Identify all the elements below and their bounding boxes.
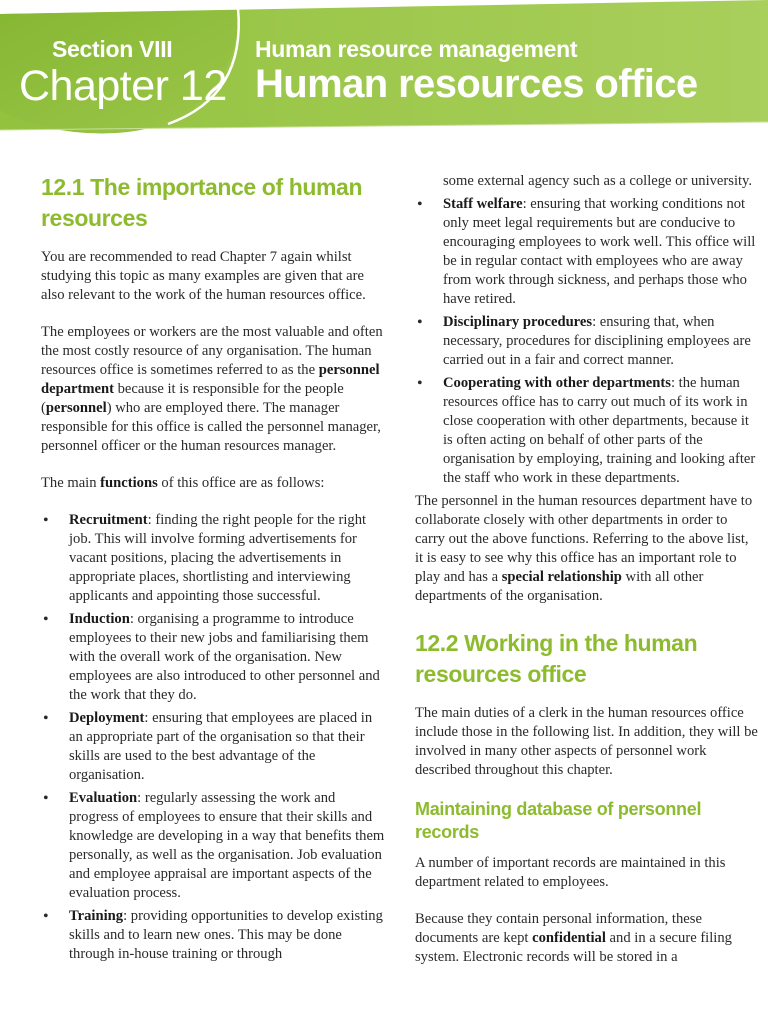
list-item-term: Deployment	[69, 710, 145, 726]
list-item-text: : finding the right people for the right job. This will involve forming advertisements for vacant positions, placing the advertisements in appropriate places, shortlisting and interviewing applicants and appointing those successful.	[69, 512, 367, 604]
list-item-text: : organising a programme to introduce employees to their new jobs and familiarising them with the overall work of the organisation. New employees are also introduced to other personnel and the work that they do.	[69, 611, 380, 703]
text-run: ) who are employed there. The manager responsible for this office is called the personnel manager, personnel officer or the human resources manager.	[41, 400, 381, 454]
list-item-term: Disciplinary procedures	[443, 314, 593, 330]
personnel-paragraph	[41, 323, 386, 456]
text-run: The personnel in the human resources department have to collaborate closely with other departments in order to carry out the above functions. Referring to the above list, it is easy to see why this office has an important role to play and has a	[415, 493, 753, 585]
list-item	[415, 313, 760, 370]
confidential-paragraph	[415, 910, 760, 967]
text-run: Because they contain personal information, these documents are kept	[415, 911, 702, 946]
text-run: because it is responsible for the people (	[41, 381, 344, 416]
term-personnel: personnel	[45, 400, 107, 416]
section-label: Section VIII	[52, 36, 173, 62]
term-functions: functions	[100, 475, 158, 491]
section-12-2-heading: 12.2 Working in the human resources office	[415, 630, 698, 687]
list-item-term: Recruitment	[69, 512, 148, 528]
term-special-relationship: special relationship	[501, 569, 622, 585]
list-item-term: Cooperating with other departments	[443, 375, 671, 391]
term-personnel-department: personnel department	[41, 362, 380, 397]
list-item-term: Induction	[69, 611, 130, 627]
list-item-text: providing opportunities to develop existing skills and to learn new ones. This may be done through in-house training or through	[69, 908, 383, 962]
functions-list-left	[41, 511, 386, 964]
list-item	[41, 789, 386, 903]
collaboration-paragraph	[415, 492, 760, 606]
intro-paragraph: You are recommended to read Chapter 7 again whilst studying this topic as many examples are given that are also relevant to the work of the human resources office.	[41, 249, 366, 303]
text-run: The main	[41, 475, 101, 491]
list-item-continued	[415, 172, 760, 191]
chapter-title: Human resources office	[255, 62, 698, 106]
list-item	[415, 195, 760, 309]
list-item-term: Staff welfare	[443, 196, 523, 212]
left-column	[41, 172, 386, 968]
part-title: Human resource management	[255, 36, 578, 62]
list-item-term: Training	[69, 908, 124, 924]
records-paragraph: A number of important records are maintained in this department related to employees.	[415, 855, 726, 890]
list-item	[41, 610, 386, 705]
list-item-text: some external agency such as a college or university.	[443, 173, 753, 189]
text-run: and in a secure filing system. Electronic records will be stored in a	[415, 930, 732, 965]
database-subheading: Maintaining database of personnel records	[415, 799, 702, 842]
list-item: • Training: providing opportunities to develop existing skills and to learn new ones. This may be done through in-house training or through	[41, 907, 386, 964]
text-run: of this office are as follows:	[157, 475, 325, 491]
functions-intro	[41, 474, 386, 493]
functions-list-right	[415, 172, 760, 488]
list-item	[415, 374, 760, 488]
list-item	[41, 511, 386, 606]
term-confidential: confidential	[532, 930, 606, 946]
chapter-banner	[0, 0, 768, 150]
section-12-1-heading: 12.1 The importance of human resources	[41, 174, 363, 231]
text-run: with all other departments of the organisation.	[415, 569, 704, 604]
list-item	[41, 709, 386, 785]
right-column	[415, 172, 760, 985]
list-item-text: : the human resources office has to carry out much of its work in close cooperation with other departments, because it is often acting on behalf of other parts of the organisation by employing, training and looking after the staff who work in these departments.	[443, 375, 756, 486]
chapter-number: Chapter 12	[19, 62, 227, 110]
list-item-term: Evaluation	[69, 790, 138, 806]
duties-paragraph: The main duties of a clerk in the human resources office include those in the following list. In addition, they will be involved in many other aspects of personnel work described throughout this chapter.	[415, 705, 758, 778]
text-run: The employees or workers are the most valuable and often the most costly resource of any organisation. The human resources office is sometimes referred to as the	[41, 324, 383, 378]
list-item-text: : ensuring that, when necessary, procedures for disciplining employees are carried out in a fair and correct manner.	[443, 314, 751, 368]
list-item-text: : ensuring that working conditions not only meet legal requirements but are conducive to encouraging employees to work well. This office will be in regular contact with employees who are away from work through sickness, and perhaps those who have retired.	[443, 196, 756, 307]
list-item-text: : ensuring that employees are placed in an appropriate part of the organisation so that their skills are used to the best advantage of the organisation.	[69, 710, 373, 783]
list-item-text: : regularly assessing the work and progress of employees to ensure that their skills and knowledge are developing in a way that benefits them personally, as well as the organisation. Job evaluation and employee appraisal are important aspects of the evaluation process.	[69, 790, 385, 901]
